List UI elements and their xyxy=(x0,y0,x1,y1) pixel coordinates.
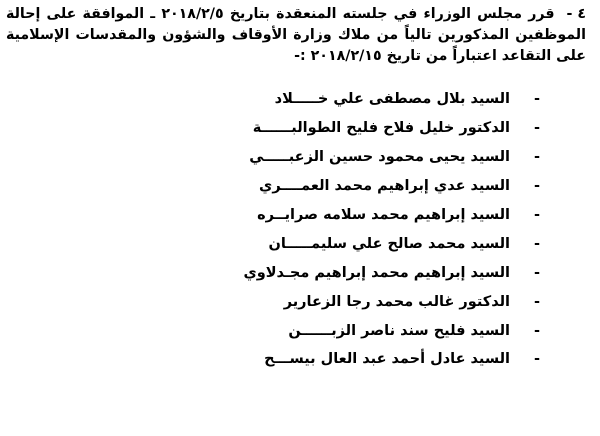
list-bullet: - xyxy=(533,235,540,252)
retiree-name: السيد محمد صالح علي سليمـــــان xyxy=(268,235,510,252)
retiree-name: السيد عدي إبراهيم محمد العمــــري xyxy=(259,178,510,195)
list-bullet: - xyxy=(533,178,540,195)
list-bullet: - xyxy=(533,264,540,281)
list-item xyxy=(140,229,540,258)
list-item xyxy=(140,287,540,316)
list-bullet: - xyxy=(533,91,540,108)
list-item xyxy=(140,258,540,287)
list-bullet: - xyxy=(533,207,540,223)
retiree-name: السيد يحيى محمود حسين الزعبـــــي xyxy=(249,149,510,166)
list-item xyxy=(140,143,540,172)
list-item xyxy=(140,201,540,230)
decision-paragraph xyxy=(6,4,586,67)
list-item xyxy=(140,114,540,143)
retiree-name: السيد إبراهيم محمد سلامه صرايــره xyxy=(257,207,510,223)
list-bullet: - xyxy=(533,120,540,137)
list-bullet: - xyxy=(533,351,540,368)
decision-text: قرر مجلس الوزراء في جلسته المنعقدة بتاريخ ٢٠١٨/٢/٥ ـ الموافقة على إحالة الموظفين المذكورين تالياً من ملاك وزارة الأوقاف والشؤون والمقدسات الإسلامية على التقاعد اعتباراً من تاريخ ٢٠١٨/٢/١٥ :- xyxy=(6,6,586,64)
retiree-name: السيد إبراهيم محمد إبراهيم مجـدلاوي xyxy=(243,264,510,281)
list-bullet: - xyxy=(533,293,540,310)
list-item xyxy=(140,316,540,345)
list-item xyxy=(140,172,540,201)
list-bullet: - xyxy=(533,322,540,339)
list-item xyxy=(140,345,540,374)
list-bullet: - xyxy=(533,149,540,166)
retiree-name: السيد فليح سند ناصر الزبــــــن xyxy=(288,322,510,339)
retiree-name: الدكتور غالب محمد رجا الزعارير xyxy=(283,293,510,310)
retiree-name: الدكتور خليل فلاح فليح الطوالبــــــة xyxy=(252,120,510,137)
item-number: ٤ - xyxy=(566,6,586,22)
retirees-list xyxy=(140,85,540,374)
list-item xyxy=(140,85,540,114)
retiree-name: السيد عادل أحمد عبد العال بيســـح xyxy=(264,351,510,368)
retiree-name: السيد بلال مصطفى علي خـــــلاد xyxy=(274,91,510,108)
